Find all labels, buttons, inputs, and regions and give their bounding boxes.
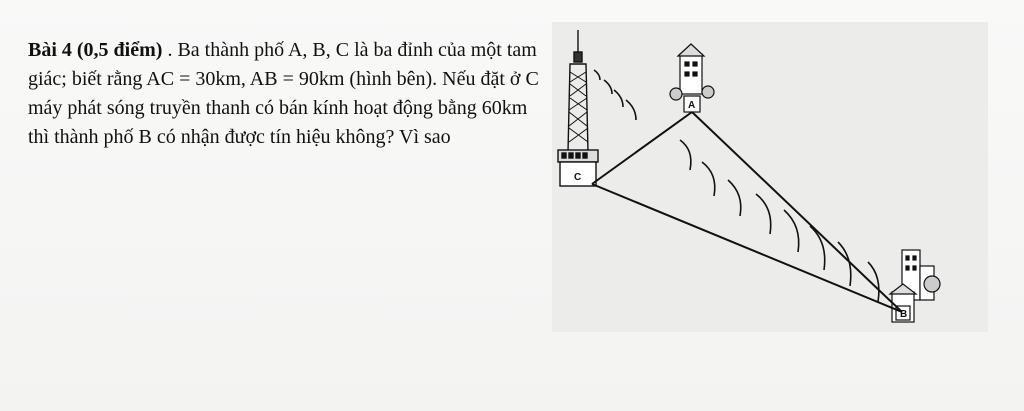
problem-body: . Ba thành phố A, B, C là ba đỉnh của một tam giác; biết rằng AC = 30km, AB = 90km (hình bên). Nếu đặt ở C máy phát sóng truyền thanh có bán kính hoạt động bằng 60km thì thành phố B có nhận được tín hiệu không? Vì sao [28,39,539,148]
label-b: B [900,309,908,320]
problem-paragraph [28,36,548,152]
figure-svg [552,22,988,332]
problem-title: Bài 4 (0,5 điểm) [28,39,163,61]
triangle-figure [552,22,988,332]
label-a: A [688,100,696,111]
problem-statement [28,36,548,152]
label-c: C [574,172,582,183]
